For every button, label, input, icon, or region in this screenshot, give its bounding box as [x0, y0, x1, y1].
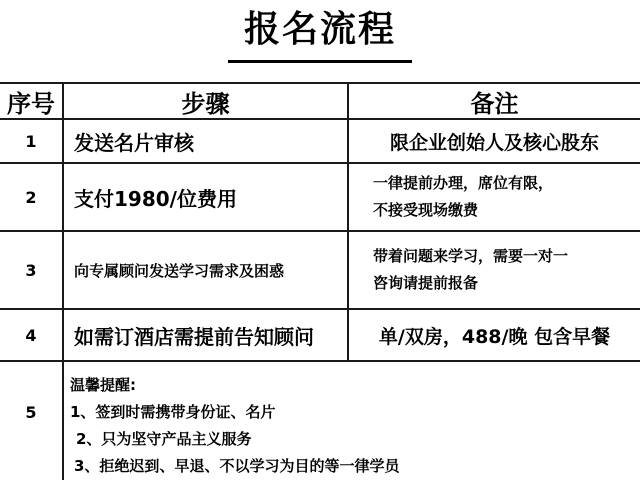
row-3-note-line-2: 咨询请提前报备 [373, 274, 479, 292]
row-4-note: 单/双房，488/晚 包含早餐 [378, 325, 611, 348]
row-3-note-line-1: 带着问题来学习，需要一对一 [373, 247, 569, 265]
row-2-note [349, 164, 640, 230]
row-2-note-line-2: 不接受现场缴费 [373, 201, 479, 219]
row-1-index: 1 [25, 131, 37, 151]
tips-block [70, 372, 399, 480]
header-note: 备注 [470, 89, 519, 118]
tips-item: 3、拒绝迟到、早退、不以学习为目的等一律学员 [74, 457, 400, 475]
row-4-index: 4 [25, 325, 37, 345]
row-1-note: 限企业创始人及核心股东 [389, 131, 599, 154]
row-3-step: 向专属顾问发送学习需求及困惑 [74, 261, 285, 280]
row-3-note [349, 232, 640, 308]
header-step: 步骤 [181, 89, 230, 118]
row-divider [0, 360, 640, 362]
row-4-step: 如需订酒店需提前告知顾问 [74, 324, 314, 349]
row-2-index: 2 [25, 187, 37, 207]
page-title: 报名流程 [243, 9, 396, 50]
title-underline [228, 60, 412, 63]
row-5-index: 5 [25, 402, 37, 422]
row-1-step: 发送名片审核 [74, 130, 194, 155]
row-2-step: 支付1980/位费用 [74, 186, 237, 211]
row-2-note-line-1: 一律提前办理，席位有限， [373, 174, 554, 192]
header-index: 序号 [7, 89, 55, 118]
tips-item: 2、只为坚守产品主义服务 [76, 430, 252, 448]
tips-item: 1、签到时需携带身份证、名片 [70, 403, 276, 421]
tips-heading: 温馨提醒: [70, 376, 136, 394]
row-3-index: 3 [25, 260, 37, 280]
